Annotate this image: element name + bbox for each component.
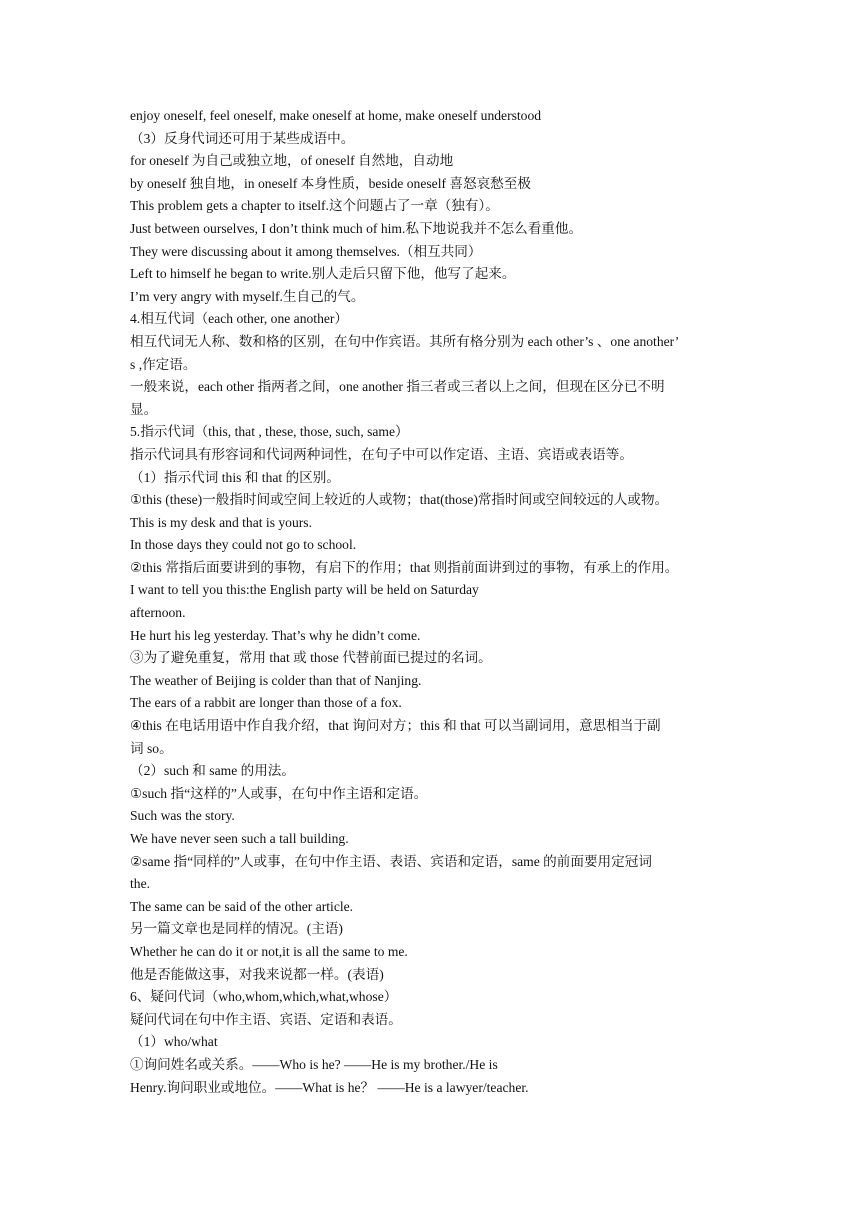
text-line: 相互代词无人称、数和格的区别，在句中作宾语。其所有格分别为 each other’s 、one another’ <box>130 333 680 349</box>
text-line: enjoy oneself, feel oneself, make oneself at home, make oneself understood <box>130 108 542 123</box>
text-line: This is my desk and that is yours. <box>130 514 312 530</box>
text-line: He hurt his leg yesterday. That’s why he didn’t come. <box>130 627 421 643</box>
text-line: The ears of a rabbit are longer than those of a fox. <box>130 695 402 711</box>
text-line: ③为了避免重复，常用 that 或 those 代替前面已提过的名词。 <box>130 650 492 666</box>
text-line: ②same 指“同样的”人或事，在句中作主语、表语、宾语和定语，same 的前面要用定冠词 <box>130 853 652 869</box>
text-line: ①this (these)一般指时间或空间上较近的人或物；that(those)常指时间或空间较远的人或物。 <box>130 492 669 508</box>
text-line: Left to himself he began to write.别人走后只留下他，他写了起来。 <box>130 266 516 282</box>
text-line: （2）such 和 same 的用法。 <box>130 763 295 779</box>
text-line: I’m very angry with myself.生自己的气。 <box>130 288 365 304</box>
text-line: Whether he can do it or not,it is all the same to me. <box>130 943 408 959</box>
text-line: Henry.询问职业或地位。——What is he？ ——He is a lawyer/teacher. <box>130 1079 529 1095</box>
text-line: （3）反身代词还可用于某些成语中。 <box>130 130 355 146</box>
text-line: （1）who/what <box>130 1034 218 1050</box>
text-line: The same can be said of the other article. <box>130 898 354 914</box>
text-line: 词 so。 <box>130 740 173 756</box>
text-line: The weather of Beijing is colder than that of Nanjing. <box>130 672 422 688</box>
text-line: This problem gets a chapter to itself.这个问题占了一章（独有）。 <box>130 198 499 214</box>
text-line: for oneself 为自己或独立地，of oneself 自然地，自动地 <box>130 153 454 169</box>
text-line: 另一篇文章也是同样的情况。(主语) <box>130 921 343 937</box>
text-line: I want to tell you this:the English party will be held on Saturday <box>130 582 479 598</box>
text-line: afternoon. <box>130 605 186 621</box>
text-line: Just between ourselves, I don’t think much of him.私下地说我并不怎么看重他。 <box>130 220 583 236</box>
text-line: ②this 常指后面要讲到的事物，有启下的作用；that 则指前面讲到过的事物，有承上的作用。 <box>130 559 679 575</box>
text-line: ①询问姓名或关系。——Who is he? ——He is my brother./He is <box>130 1056 498 1072</box>
text-line: They were discussing about it among themselves.（相互共同） <box>130 243 482 259</box>
text-line: In those days they could not go to school. <box>130 537 357 553</box>
text-body <box>130 105 730 1099</box>
text-line: ④this 在电话用语中作自我介绍，that 询问对方；this 和 that 可以当副词用，意思相当于副 <box>130 718 661 734</box>
text-line: 5.指示代词（this, that , these, those, such, same） <box>130 424 409 440</box>
text-line: the. <box>130 876 151 892</box>
text-line: 4.相互代词（each other, one another） <box>130 311 349 327</box>
text-line: 他是否能做这事，对我来说都一样。(表语) <box>130 966 384 982</box>
text-line: （1）指示代词 this 和 that 的区别。 <box>130 469 340 485</box>
text-line: 显。 <box>130 401 158 417</box>
text-line: ①such 指“这样的”人或事，在句中作主语和定语。 <box>130 785 428 801</box>
text-line: 疑问代词在句中作主语、宾语、定语和表语。 <box>130 1011 402 1027</box>
text-line: Such was the story. <box>130 808 235 824</box>
text-line: s ,作定语。 <box>130 356 197 372</box>
text-line: 6、疑问代词（who,whom,which,what,whose） <box>130 989 398 1005</box>
text-line: 一般来说，each other 指两者之间，one another 指三者或三者以上之间，但现在区分已不明 <box>130 379 665 395</box>
text-line: by oneself 独自地，in oneself 本身性质，beside oneself 喜怒哀愁至极 <box>130 175 531 191</box>
text-line: 指示代词具有形容词和代词两种词性，在句子中可以作定语、主语、宾语或表语等。 <box>130 446 633 462</box>
text-line: We have never seen such a tall building. <box>130 831 349 846</box>
